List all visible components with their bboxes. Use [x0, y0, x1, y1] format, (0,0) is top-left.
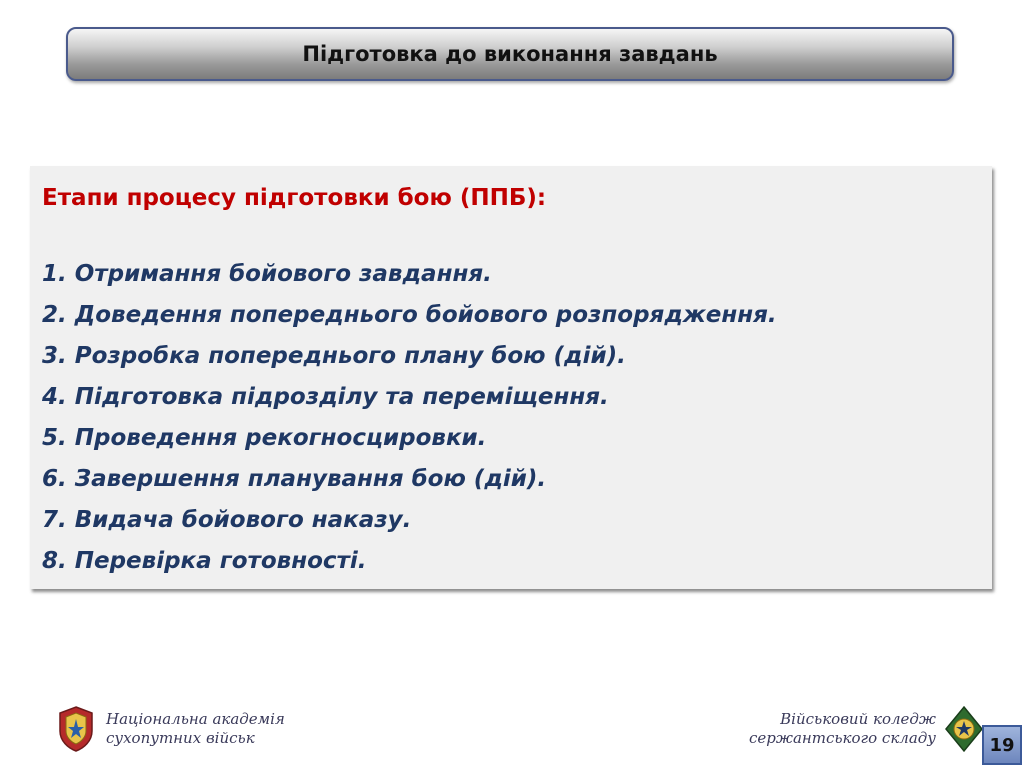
steps-list — [42, 254, 992, 582]
footer-left — [56, 705, 285, 753]
step-item: 7. Видача бойового наказу. — [42, 507, 412, 533]
spacer — [42, 218, 992, 254]
step-item: 3. Розробка попереднього плану бою (дій). — [42, 343, 626, 369]
page-number: 19 — [982, 725, 1022, 765]
step-item: 4. Підготовка підрозділу та переміщення. — [42, 384, 609, 410]
footer-right-line2: сержантського складу — [749, 729, 936, 747]
step-item: 5. Проведення рекогносцировки. — [42, 425, 487, 451]
footer-right-line1: Військовий коледж — [780, 710, 936, 728]
footer-left-text — [106, 710, 285, 748]
content-heading: Етапи процесу підготовки бою (ППБ): — [42, 185, 547, 211]
footer-left-line2: сухопутних військ — [106, 729, 255, 747]
footer-right — [749, 705, 984, 753]
step-item: 1. Отримання бойового завдання. — [42, 261, 492, 287]
step-item: 2. Доведення попереднього бойового розпорядження. — [42, 302, 777, 328]
step-item: 8. Перевірка готовності. — [42, 548, 367, 574]
academy-emblem-icon — [56, 705, 96, 753]
college-emblem-icon — [944, 705, 984, 753]
title-bar — [66, 27, 954, 81]
footer-right-text — [749, 710, 936, 748]
content-box — [30, 166, 992, 589]
step-item: 6. Завершення планування бою (дій). — [42, 466, 547, 492]
footer-left-line1: Національна академія — [106, 710, 285, 728]
slide-title: Підготовка до виконання завдань — [302, 42, 718, 66]
